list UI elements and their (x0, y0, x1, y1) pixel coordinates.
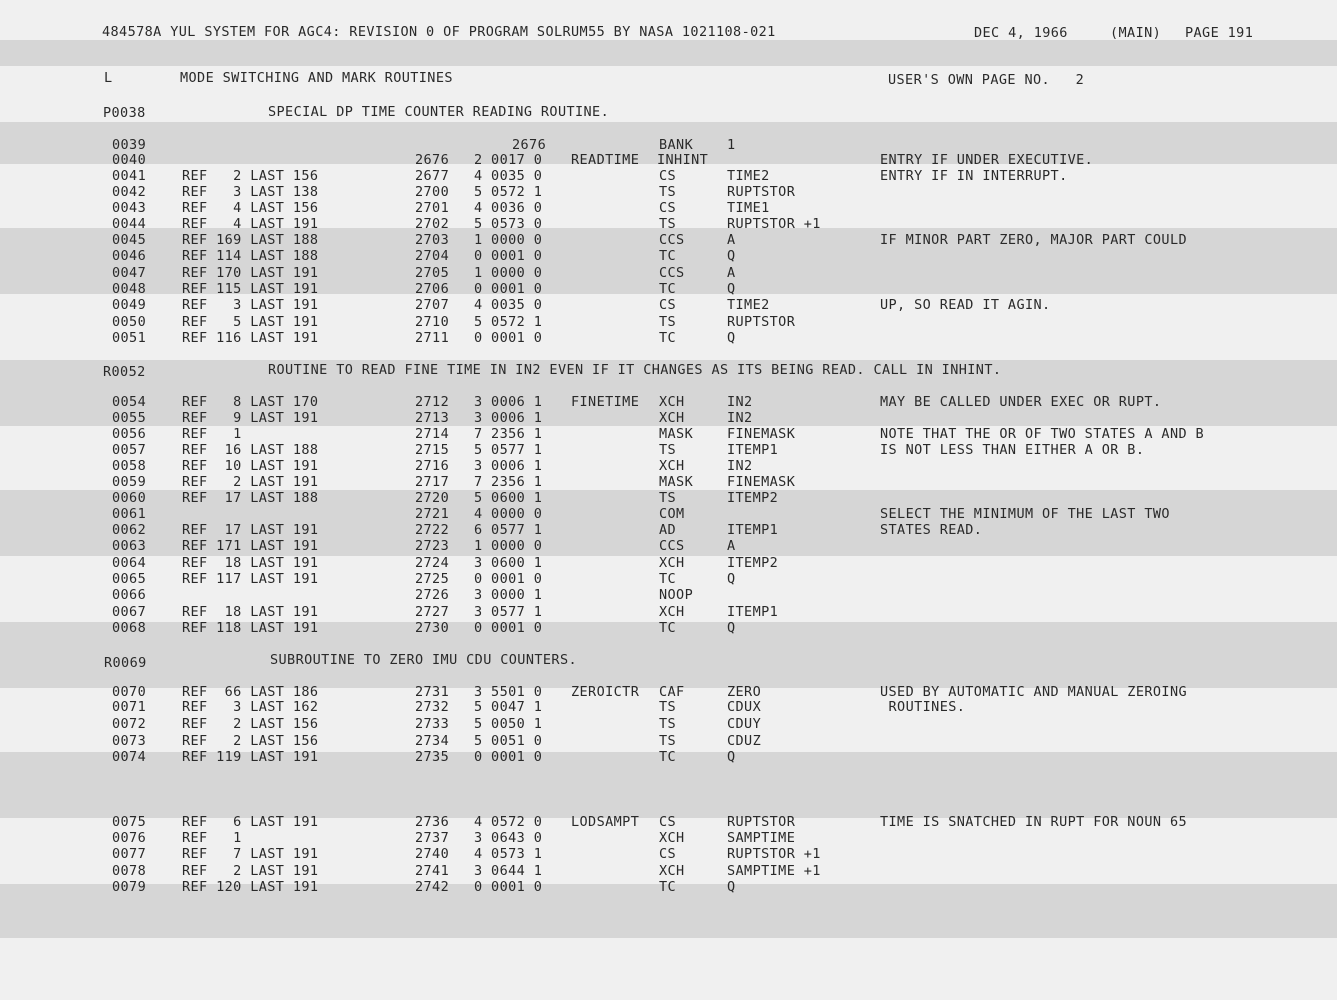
listing-operand: CDUY (727, 716, 762, 732)
listing-num: 0042 (112, 184, 147, 200)
listing-code: 0 0001 0 (474, 620, 543, 636)
listing-code: 0 0001 0 (474, 330, 543, 346)
listing-code: 5 0600 1 (474, 490, 543, 506)
listing-row (0, 684, 1337, 700)
listing-ref: REF 118 LAST 191 (182, 620, 319, 636)
log-section-letter: L (104, 70, 113, 86)
listing-operand: ITEMP2 (727, 490, 779, 506)
listing-row (0, 830, 1337, 846)
listing-comment: STATES READ. (880, 522, 983, 538)
listing-code: 3 0577 1 (474, 604, 543, 620)
listing-loc: 2721 (415, 506, 450, 522)
paper-band (0, 40, 1337, 66)
listing-op: CCS (659, 265, 685, 281)
listing-ref: REF 10 LAST 191 (182, 458, 319, 474)
listing-operand: FINEMASK (727, 426, 796, 442)
listing-loc: 2711 (415, 330, 450, 346)
listing-code: 5 0572 1 (474, 184, 543, 200)
section-title: ROUTINE TO READ FINE TIME IN IN2 EVEN IF IT CHANGES AS ITS BEING READ. CALL IN INHINT. (268, 362, 1002, 378)
listing-num: 0046 (112, 248, 147, 264)
listing-op: CS (659, 297, 677, 313)
listing-loc: 2734 (415, 733, 450, 749)
listing-operand: ITEMP1 (727, 442, 779, 458)
listing-loc: 2715 (415, 442, 450, 458)
listing-row (0, 587, 1337, 603)
listing-label: READTIME (571, 152, 640, 168)
listing-op: NOOP (659, 587, 694, 603)
listing-row (0, 716, 1337, 732)
listing-row (0, 216, 1337, 232)
listing-code: 4 0035 0 (474, 297, 543, 313)
listing-num: 0074 (112, 749, 147, 765)
listing-ref: REF 17 LAST 188 (182, 490, 319, 506)
listing-row (0, 538, 1337, 554)
listing-row (0, 814, 1337, 830)
listing-loc: 2712 (415, 394, 450, 410)
listing-loc: 2737 (415, 830, 450, 846)
listing-code: 1 0000 0 (474, 232, 543, 248)
listing-ref: REF 3 LAST 138 (182, 184, 319, 200)
listing-ref: REF 1 (182, 426, 242, 442)
listing-ref: REF 17 LAST 191 (182, 522, 319, 538)
listing-num: 0056 (112, 426, 147, 442)
listing-comment: SELECT THE MINIMUM OF THE LAST TWO (880, 506, 1170, 522)
listing-operand: ITEMP1 (727, 522, 779, 538)
listing-num: 0050 (112, 314, 147, 330)
listing-ref: REF 2 LAST 191 (182, 474, 319, 490)
listing-code: 7 2356 1 (474, 474, 543, 490)
listing-op: TS (659, 699, 677, 715)
log-section-title: MODE SWITCHING AND MARK ROUTINES (180, 70, 453, 86)
listing-num: 0077 (112, 846, 147, 862)
listing-comment: ENTRY IF IN INTERRUPT. (880, 168, 1068, 184)
listing-op: TS (659, 314, 677, 330)
listing-code: 0 0001 0 (474, 571, 543, 587)
listing-row (0, 555, 1337, 571)
listing-operand: RUPTSTOR (727, 814, 796, 830)
listing-code: 3 0000 1 (474, 587, 543, 603)
listing-operand: TIME1 (727, 200, 770, 216)
section-label: R0069 (104, 655, 147, 671)
listing-num: 0039 (112, 137, 147, 153)
listing-op: XCH (659, 863, 685, 879)
header-main: (MAIN) (1110, 25, 1162, 41)
listing-code: 1 0000 0 (474, 538, 543, 554)
listing-operand: IN2 (727, 458, 753, 474)
listing-loc: 2725 (415, 571, 450, 587)
listing-operand: RUPTSTOR (727, 314, 796, 330)
listing-row (0, 314, 1337, 330)
listing-code: 0 0001 0 (474, 248, 543, 264)
listing-op: XCH (659, 604, 685, 620)
listing-num: 0043 (112, 200, 147, 216)
listing-ref: REF 170 LAST 191 (182, 265, 319, 281)
users-page-number: USER'S OWN PAGE NO. 2 (888, 72, 1085, 88)
listing-num: 0064 (112, 555, 147, 571)
listing-loc: 2710 (415, 314, 450, 330)
listing-num: 0055 (112, 410, 147, 426)
listing-row (0, 168, 1337, 184)
listing-comment: NOTE THAT THE OR OF TWO STATES A AND B (880, 426, 1205, 442)
listing-ref: REF 3 LAST 191 (182, 297, 319, 313)
listing-num: 0075 (112, 814, 147, 830)
listing-num: 0066 (112, 587, 147, 603)
listing-row (0, 571, 1337, 587)
listing-header: 484578A YUL SYSTEM FOR AGC4: REVISION 0 OF PROGRAM SOLRUM55 BY NASA 1021108-021 (102, 24, 776, 40)
listing-operand: Q (727, 248, 736, 264)
listing-num: 0048 (112, 281, 147, 297)
listing-op: XCH (659, 555, 685, 571)
listing-num: 0058 (112, 458, 147, 474)
listing-row (0, 458, 1337, 474)
listing-num: 0051 (112, 330, 147, 346)
listing-ref: REF 66 LAST 186 (182, 684, 319, 700)
listing-operand: TIME2 (727, 297, 770, 313)
listing-code: 5 0572 1 (474, 314, 543, 330)
listing-operand: SAMPTIME (727, 830, 796, 846)
listing-num: 0054 (112, 394, 147, 410)
listing-code: 3 5501 0 (474, 684, 543, 700)
listing-row (0, 152, 1337, 168)
listing-code: 4 0572 0 (474, 814, 543, 830)
listing-loc: 2676 (415, 152, 450, 168)
listing-ref: REF 5 LAST 191 (182, 314, 319, 330)
listing-label: ZEROICTR (571, 684, 640, 700)
listing-op: TS (659, 716, 677, 732)
listing-ref: REF 2 LAST 156 (182, 168, 319, 184)
listing-code: 3 0643 0 (474, 830, 543, 846)
listing-op: CCS (659, 232, 685, 248)
listing-operand: Q (727, 281, 736, 297)
listing-row (0, 506, 1337, 522)
listing-num: 0067 (112, 604, 147, 620)
listing-num: 0045 (112, 232, 147, 248)
listing-num: 0041 (112, 168, 147, 184)
listing-loc: 2730 (415, 620, 450, 636)
listing-loc: 2717 (415, 474, 450, 490)
listing-operand: FINEMASK (727, 474, 796, 490)
listing-comment: IS NOT LESS THAN EITHER A OR B. (880, 442, 1145, 458)
listing-loc: 2716 (415, 458, 450, 474)
listing-operand: ZERO (727, 684, 762, 700)
listing-op: CS (659, 168, 677, 184)
listing-op: CAF (659, 684, 685, 700)
listing-ref: REF 6 LAST 191 (182, 814, 319, 830)
listing-ref: REF 8 LAST 170 (182, 394, 319, 410)
listing-loc: 2704 (415, 248, 450, 264)
listing-row (0, 394, 1337, 410)
listing-row (0, 620, 1337, 636)
listing-loc: 2727 (415, 604, 450, 620)
listing-op: TS (659, 442, 677, 458)
listing-op: TC (659, 330, 677, 346)
listing-code: 5 0577 1 (474, 442, 543, 458)
listing-code: 3 0006 1 (474, 410, 543, 426)
listing-operand: RUPTSTOR +1 (727, 216, 821, 232)
listing-row (0, 490, 1337, 506)
listing-row (0, 248, 1337, 264)
listing-row (0, 281, 1337, 297)
listing-loc: 2733 (415, 716, 450, 732)
listing-loc: 2677 (415, 168, 450, 184)
listing-operand: RUPTSTOR +1 (727, 846, 821, 862)
listing-loc: 2722 (415, 522, 450, 538)
listing-operand: Q (727, 879, 736, 895)
listing-ref: REF 114 LAST 188 (182, 248, 319, 264)
listing-op: TS (659, 733, 677, 749)
listing-ref: REF 7 LAST 191 (182, 846, 319, 862)
listing-code: 4 0036 0 (474, 200, 543, 216)
listing-code: 0 0001 0 (474, 749, 543, 765)
listing-comment: IF MINOR PART ZERO, MAJOR PART COULD (880, 232, 1187, 248)
listing-loc: 2707 (415, 297, 450, 313)
listing-loc: 2740 (415, 846, 450, 862)
listing-op: TS (659, 184, 677, 200)
listing-op: BANK (659, 137, 694, 153)
listing-loc: 2723 (415, 538, 450, 554)
listing-loc: 2732 (415, 699, 450, 715)
section-title: SUBROUTINE TO ZERO IMU CDU COUNTERS. (270, 652, 577, 668)
listing-op: COM (659, 506, 685, 522)
listing-op: XCH (659, 410, 685, 426)
listing-op: AD (659, 522, 677, 538)
listing-row (0, 265, 1337, 281)
listing-code: 4 0035 0 (474, 168, 543, 184)
listing-ref: REF 171 LAST 191 (182, 538, 319, 554)
listing-code: 1 0000 0 (474, 265, 543, 281)
listing-ref: REF 2 LAST 156 (182, 716, 319, 732)
listing-op: CS (659, 200, 677, 216)
section-label: P0038 (103, 105, 146, 121)
listing-op: MASK (659, 474, 694, 490)
listing-ref: REF 115 LAST 191 (182, 281, 319, 297)
listing-num: 0059 (112, 474, 147, 490)
listing-ref: REF 18 LAST 191 (182, 604, 319, 620)
listing-num: 0068 (112, 620, 147, 636)
listing-ref: REF 2 LAST 191 (182, 863, 319, 879)
listing-loc: 2726 (415, 587, 450, 603)
listing-operand: CDUZ (727, 733, 762, 749)
listing-operand: CDUX (727, 699, 762, 715)
listing-num: 0072 (112, 716, 147, 732)
listing-operand: A (727, 232, 736, 248)
listing-ref: REF 4 LAST 156 (182, 200, 319, 216)
listing-operand: SAMPTIME +1 (727, 863, 821, 879)
listing-code: 5 0051 0 (474, 733, 543, 749)
listing-code: 0 0001 0 (474, 879, 543, 895)
listing-operand: IN2 (727, 394, 753, 410)
listing-num: 0062 (112, 522, 147, 538)
listing-code: 3 0600 1 (474, 555, 543, 571)
listing-row (0, 733, 1337, 749)
listing-code: 5 0047 1 (474, 699, 543, 715)
listing-operand: Q (727, 571, 736, 587)
listing-row (0, 522, 1337, 538)
paper-band (0, 938, 1337, 1000)
listing-operand: TIME2 (727, 168, 770, 184)
listing-comment: TIME IS SNATCHED IN RUPT FOR NOUN 65 (880, 814, 1187, 830)
listing-num: 0073 (112, 733, 147, 749)
listing-comment: ROUTINES. (880, 699, 966, 715)
listing-loc: 2731 (415, 684, 450, 700)
listing-ref: REF 16 LAST 188 (182, 442, 319, 458)
listing-code: 5 0573 0 (474, 216, 543, 232)
listing-loc: 2735 (415, 749, 450, 765)
listing-row (0, 200, 1337, 216)
listing-ref: REF 169 LAST 188 (182, 232, 319, 248)
listing-ref: REF 117 LAST 191 (182, 571, 319, 587)
listing-op: TC (659, 749, 677, 765)
listing-num: 0071 (112, 699, 147, 715)
listing-operand: RUPTSTOR (727, 184, 796, 200)
listing-row (0, 410, 1337, 426)
listing-label: FINETIME (571, 394, 640, 410)
header-page: PAGE 191 (1185, 25, 1254, 41)
listing-comment: ENTRY IF UNDER EXECUTIVE. (880, 152, 1094, 168)
section-title: SPECIAL DP TIME COUNTER READING ROUTINE. (268, 104, 610, 120)
listing-loc: 2714 (415, 426, 450, 442)
listing-loc: 2736 (415, 814, 450, 830)
listing-loc: 2742 (415, 879, 450, 895)
listing-operand: A (727, 538, 736, 554)
listing-operand: A (727, 265, 736, 281)
listing-loc: 2702 (415, 216, 450, 232)
listing-ref: REF 2 LAST 156 (182, 733, 319, 749)
listing-op: TC (659, 620, 677, 636)
listing-comment: UP, SO READ IT AGIN. (880, 297, 1051, 313)
listing-num: 0044 (112, 216, 147, 232)
listing-code: 0 0001 0 (474, 281, 543, 297)
listing-row (0, 330, 1337, 346)
listing-operand: Q (727, 330, 736, 346)
listing-op: TC (659, 571, 677, 587)
listing-code: 5 0050 1 (474, 716, 543, 732)
listing-row (0, 699, 1337, 715)
listing-row (0, 426, 1337, 442)
listing-op: XCH (659, 458, 685, 474)
listing-operand: Q (727, 620, 736, 636)
listing-num: 0070 (112, 684, 147, 700)
listing-op: TC (659, 879, 677, 895)
listing-num: 0061 (112, 506, 147, 522)
listing-op: MASK (659, 426, 694, 442)
listing-op: CCS (659, 538, 685, 554)
listing-row (0, 137, 1337, 153)
listing-row (0, 184, 1337, 200)
listing-ref: REF 1 (182, 830, 242, 846)
listing-loc: 2705 (415, 265, 450, 281)
listing-op: TS (659, 216, 677, 232)
listing-num: 0076 (112, 830, 147, 846)
listing-operand: Q (727, 749, 736, 765)
listing-op: CS (659, 846, 677, 862)
listing-op: INHINT (657, 152, 709, 168)
listing-ref: REF 119 LAST 191 (182, 749, 319, 765)
listing-row (0, 879, 1337, 895)
listing-num: 0079 (112, 879, 147, 895)
listing-ref: REF 9 LAST 191 (182, 410, 319, 426)
listing-row (0, 749, 1337, 765)
listing-loc: 2701 (415, 200, 450, 216)
listing-op: TS (659, 490, 677, 506)
listing-loc: 2724 (415, 555, 450, 571)
listing-ref: REF 3 LAST 162 (182, 699, 319, 715)
listing-num: 0060 (112, 490, 147, 506)
listing-row (0, 846, 1337, 862)
listing-num: 0063 (112, 538, 147, 554)
listing-num: 0065 (112, 571, 147, 587)
listing-ref: REF 4 LAST 191 (182, 216, 319, 232)
listing-row (0, 442, 1337, 458)
listing-loc: 2706 (415, 281, 450, 297)
listing-code: 6 0577 1 (474, 522, 543, 538)
listing-row (0, 604, 1337, 620)
listing-operand: IN2 (727, 410, 753, 426)
listing-row (0, 863, 1337, 879)
listing-num: 0047 (112, 265, 147, 281)
listing-ref: REF 116 LAST 191 (182, 330, 319, 346)
listing-loc: 2703 (415, 232, 450, 248)
listing-code: 2 0017 0 (474, 152, 543, 168)
listing-loc: 2720 (415, 490, 450, 506)
listing-num: 0040 (112, 152, 147, 168)
listing-num: 0049 (112, 297, 147, 313)
section-label: R0052 (103, 364, 146, 380)
listing-num: 0078 (112, 863, 147, 879)
listing-op: TC (659, 281, 677, 297)
listing-ref: REF 120 LAST 191 (182, 879, 319, 895)
listing-comment: USED BY AUTOMATIC AND MANUAL ZEROING (880, 684, 1187, 700)
listing-code: 2676 (512, 137, 547, 153)
listing-op: XCH (659, 830, 685, 846)
listing-row (0, 232, 1337, 248)
listing-label: LODSAMPT (571, 814, 640, 830)
listing-loc: 2713 (415, 410, 450, 426)
listing-operand: ITEMP1 (727, 604, 779, 620)
listing-code: 3 0644 1 (474, 863, 543, 879)
listing-op: TC (659, 248, 677, 264)
listing-comment: MAY BE CALLED UNDER EXEC OR RUPT. (880, 394, 1162, 410)
listing-row (0, 474, 1337, 490)
listing-loc: 2741 (415, 863, 450, 879)
listing-code: 7 2356 1 (474, 426, 543, 442)
listing-op: XCH (659, 394, 685, 410)
listing-row (0, 297, 1337, 313)
listing-code: 3 0006 1 (474, 394, 543, 410)
listing-num: 0057 (112, 442, 147, 458)
listing-ref: REF 18 LAST 191 (182, 555, 319, 571)
listing-code: 4 0000 0 (474, 506, 543, 522)
listing-loc: 2700 (415, 184, 450, 200)
header-date: DEC 4, 1966 (974, 25, 1068, 41)
listing-operand: ITEMP2 (727, 555, 779, 571)
listing-code: 3 0006 1 (474, 458, 543, 474)
listing-code: 4 0573 1 (474, 846, 543, 862)
listing-op: CS (659, 814, 677, 830)
listing-operand: 1 (727, 137, 736, 153)
